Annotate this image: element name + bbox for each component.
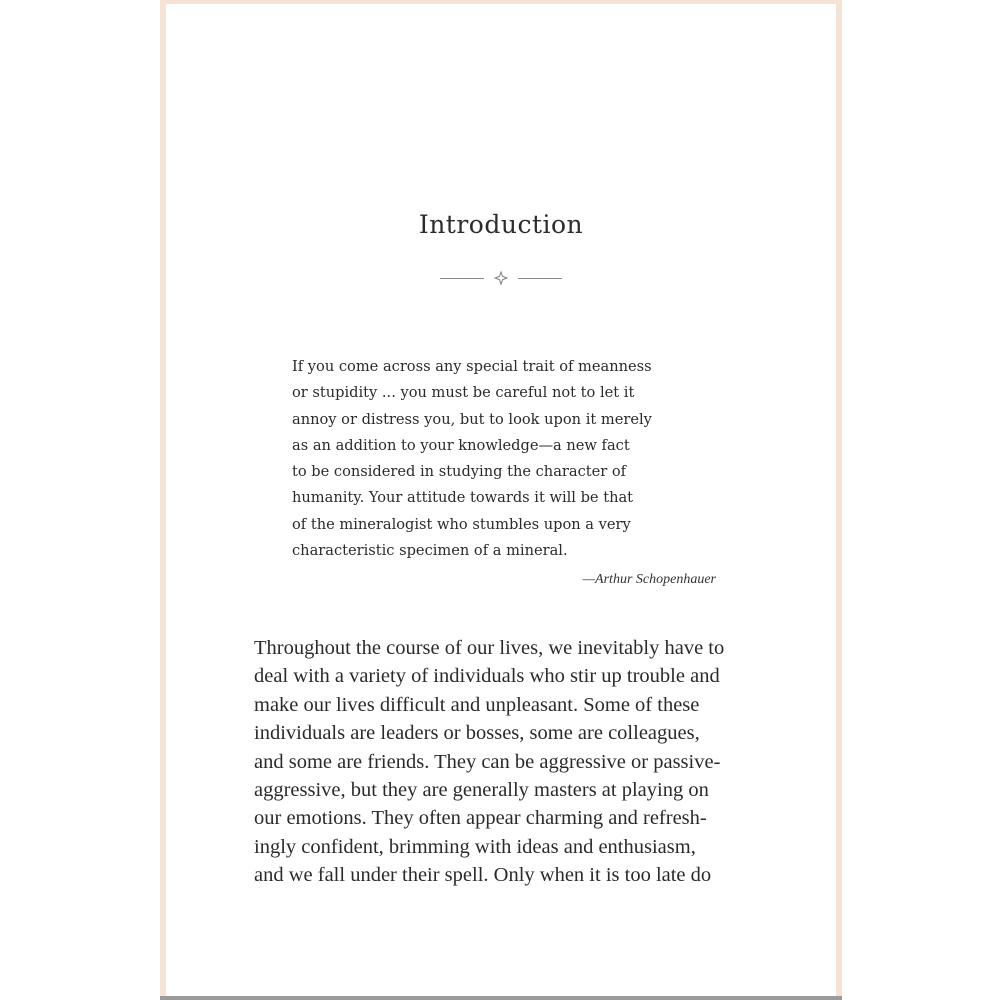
chapter-title: Introduction [418,210,584,239]
title-ornament [166,266,836,290]
epigraph-line: humanity. Your attitude towards it will be that [292,489,634,507]
epigraph-quote [292,354,712,564]
body-line: and we fall under their spell. Only when it is too late do [254,864,712,887]
epigraph-line: or stupidity ... you must be careful not to let it [292,384,635,402]
epigraph-line: If you come across any special trait of meanness [292,358,652,375]
epigraph-line: annoy or distress you, but to look upon it merely [292,410,652,428]
body-line: individuals are leaders or bosses, some are colleagues, [254,722,700,745]
diamond-ornament-icon [494,271,508,285]
body-line: make our lives difficult and unpleasant. Some of these [254,693,700,716]
epigraph-line: to be considered in studying the character of [292,463,627,481]
ornament-rule-left [440,278,484,279]
epigraph-attribution: —Arthur Schopenhauer [582,572,716,587]
body-line: Throughout the course of our lives, we inevitably have to [254,637,725,659]
body-line: ingly confident, brimming with ideas and enthusiasm, [254,835,696,858]
epigraph-line: as an addition to your knowledge—a new fact [292,436,630,454]
ornament-rule-right [518,278,562,279]
book-page [160,0,842,996]
body-line: and some are friends. They can be aggressive or passive- [254,750,721,773]
body-line: our emotions. They often appear charming and refresh- [254,807,707,830]
epigraph-line: characteristic specimen of a mineral. [292,542,568,560]
epigraph-line: of the mineralogist who stumbles upon a very [292,515,631,533]
body-line: aggressive, but they are generally masters at playing on [254,779,709,802]
body-line: deal with a variety of individuals who stir up trouble and [254,665,720,688]
body-paragraph [254,634,754,890]
